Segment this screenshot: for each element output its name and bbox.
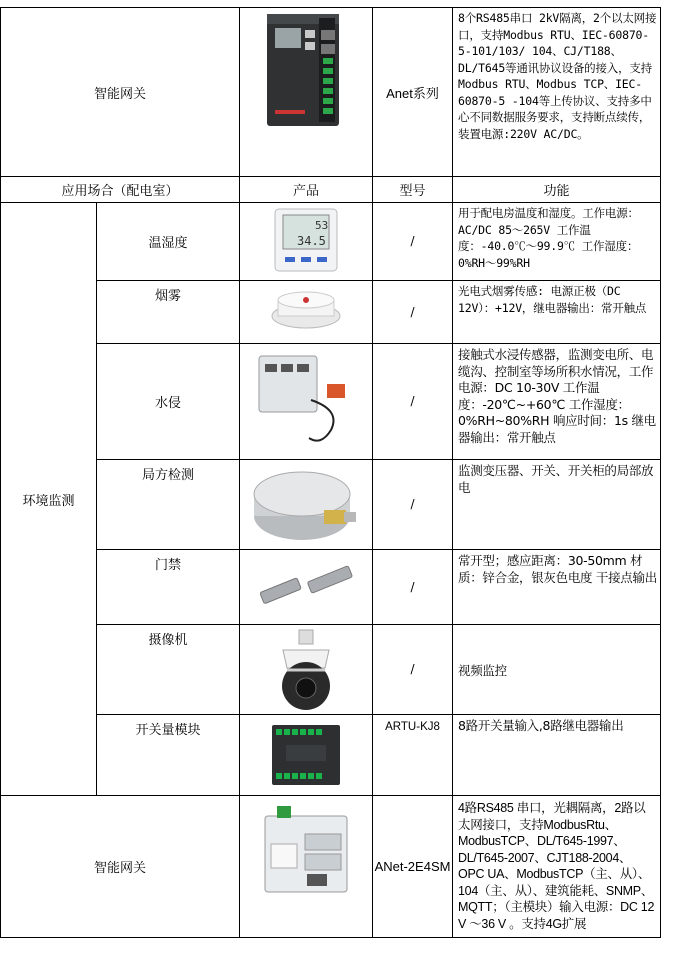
header-application: 应用场合（配电室） (1, 177, 240, 203)
table-row (1, 550, 661, 625)
header-function: 功能 (453, 177, 661, 203)
table-row (1, 625, 661, 715)
env-item-description: 常开型；感应距离：30-50mm 材质：锌合金，银灰色电度 干接点输出 (453, 550, 661, 625)
temperature-humidity-sensor-icon (271, 207, 341, 273)
gateway1-model: Anet系列 (373, 8, 453, 177)
gateway1-image-cell (240, 8, 373, 177)
dome-camera-icon (271, 628, 341, 712)
env-item-description: 光电式烟雾传感: 电源正极（DC 12V）：+12V，继电器输出：常开触点 (453, 281, 661, 344)
header-product: 产品 (240, 177, 373, 203)
env-item-model: / (373, 281, 453, 344)
gateway1-description: 8个RS485串口 2kV隔离，2个以太网接口，支持Modbus RTU、IEC-60870-5-101/103/ 104、CJ/T188、DL/T645等通讯协议设备的接入，支持Modbus RTU、Modbus TCP、IEC-60870-5 -104等上传协议、支持多中心不同数据服务要求，支持断点续传，装置电源:220V AC/DC。 (453, 8, 661, 177)
table-row (1, 281, 661, 344)
env-item-model: / (373, 550, 453, 625)
env-item-image-cell (240, 460, 373, 550)
gateway2-image-cell (240, 796, 373, 938)
table-row-gateway1 (1, 8, 661, 177)
env-item-name: 摄像机 (97, 625, 240, 715)
env-item-name: 局方检测 (97, 460, 240, 550)
door-magnetic-sensor-icon (251, 555, 361, 619)
gateway-device-icon (261, 10, 351, 134)
env-item-name: 烟雾 (97, 281, 240, 344)
svg-text:53: 53 (315, 219, 329, 232)
env-item-model: / (373, 460, 453, 550)
io-module-icon (266, 719, 346, 791)
water-leak-sensor-icon (251, 350, 361, 450)
env-item-image-cell (240, 715, 373, 796)
env-item-model: / (373, 625, 453, 715)
env-item-image-cell (240, 281, 373, 344)
env-item-image-cell (240, 550, 373, 625)
env-item-model: / (373, 203, 453, 281)
gateway1-name: 智能网关 (1, 8, 240, 177)
env-item-name: 开关量模块 (97, 715, 240, 796)
env-item-description: 用于配电房温度和湿度。工作电源：AC/DC 85～265V 工作温度：-40.0℃～99.9℃ 工作湿度：0%RH～99%RH (453, 203, 661, 281)
gateway2-name: 智能网关 (1, 796, 240, 938)
table-row (1, 203, 661, 281)
env-group-label: 环境监测 (1, 203, 97, 796)
env-item-description: 接触式水浸传感器，监测变电所、电缆沟、控制室等场所积水情况，工作电源：DC 10-30V 工作温度：-20℃~+60℃ 工作湿度：0%RH~80%RH 响应时间：1s 继电器输出：常开触点 (453, 344, 661, 460)
device-table (0, 7, 661, 938)
env-item-description: 监测变压器、开关、开关柜的局部放电 (453, 460, 661, 550)
env-item-model: / (373, 344, 453, 460)
svg-text:34.5: 34.5 (297, 234, 326, 248)
env-item-name: 温湿度 (97, 203, 240, 281)
table-header-row (1, 177, 661, 203)
env-item-name: 门禁 (97, 550, 240, 625)
table-row (1, 715, 661, 796)
env-item-description: 8路开关量输入,8路继电器输出 (453, 715, 661, 796)
env-item-image-cell (240, 625, 373, 715)
partial-discharge-sensor-icon (246, 464, 366, 546)
env-item-image-cell (240, 203, 373, 281)
table-row (1, 344, 661, 460)
env-item-image-cell (240, 344, 373, 460)
env-item-name: 水侵 (97, 344, 240, 460)
smoke-detector-icon (266, 286, 346, 336)
table-row-gateway2 (1, 796, 661, 938)
table-row (1, 460, 661, 550)
gateway2-model: ANet-2E4SM (373, 796, 453, 938)
gateway2-description: 4路RS485 串口，光耦隔离，2路以太网接口，支持ModbusRtu、ModbusTCP、DL/T645-1997、DL/T645-2007、CJT188-2004、OPC UA、ModbusTCP（主、从）、104（主、从）、建筑能耗、SNMP、MQTT；（主模块）输入电源：DC 12 V ～36 V 。支持4G扩展 (453, 796, 661, 938)
header-model: 型号 (373, 177, 453, 203)
env-item-model: ARTU-KJ8 (373, 715, 453, 796)
env-item-description: 视频监控 (453, 625, 661, 715)
din-rail-gateway-icon (251, 804, 361, 904)
